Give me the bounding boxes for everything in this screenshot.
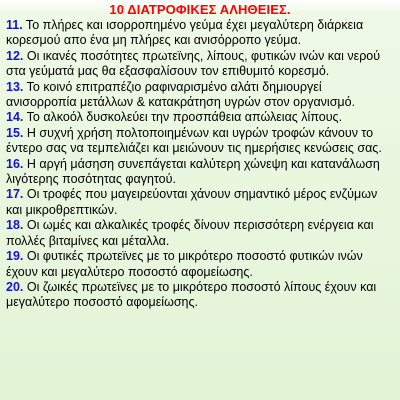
- item-number: 13.: [6, 79, 24, 94]
- item-number: 16.: [6, 156, 24, 171]
- list-item-15: [6, 126, 394, 157]
- item-number: 15.: [6, 125, 24, 140]
- list-item-20: [6, 280, 394, 311]
- item-text: Το αλκοόλ δυσκολεύει την προσπάθεια απώλειας λίπους.: [23, 110, 343, 125]
- list-item-19: [6, 249, 394, 280]
- item-number: 18.: [6, 218, 24, 233]
- list-item-11: [6, 18, 394, 49]
- item-number: 20.: [6, 279, 24, 294]
- list-item-18: [6, 218, 394, 249]
- item-number: 11.: [6, 18, 23, 32]
- list-item-14: [6, 110, 394, 125]
- truths-list: [6, 18, 394, 311]
- item-text: Οι ωμές και αλκαλικές τροφές δίνουν περισσότερη ενέργεια και πολλές βιταμίνες και μέταλλα.: [6, 218, 374, 248]
- item-number: 17.: [6, 187, 24, 202]
- item-text: Οι ικανές ποσότητες πρωτεϊνης, λίπους, φυτικών ινών και νερού στα γεύματά μας θα εξασφαλίσουν τον επιθυμιτό κορεσμό.: [6, 48, 381, 79]
- item-text: Οι φυτικές πρωτεϊνες με το μικρότερο ποσοστό φυτικών ινών έχουν και μεγαλύτερο ποσοστό αφομείωσης.: [6, 249, 363, 279]
- item-text: Το πλήρες και ισορροπημένο γεύμα έχει μεγαλύτερη διάρκεια κορεσμού απο ένα μη πλήρες και ανισόρροπο γεύμα.: [6, 18, 364, 48]
- item-text: Η αργή μάσηση συνεπάγεται καλύτερη χώνεψη και κατανάλωση λιγότερης ποσότητας φαγητού.: [6, 156, 380, 187]
- item-number: 19.: [6, 249, 24, 264]
- page-title: 10 ΔΙΑΤΡΟΦΙΚΕΣ ΑΛΗΘΕΙΕΣ.: [109, 2, 291, 17]
- list-item-13: [6, 80, 394, 111]
- list-item-16: [6, 157, 394, 188]
- list-item-17: [6, 187, 394, 218]
- item-text: Οι ζωικές πρωτεϊνες με το μικρότερο ποσοστό λίπους έχουν και μεγαλύτερο ποσοστό αφομείωσης.: [6, 279, 377, 310]
- item-text: Το κοινό επιτραπέζιο ραφιναρισμένο αλάτι δημιουργεί ανισορροπία μετάλλων & κατακράτηση υγρών στον οργανισμό.: [6, 79, 356, 110]
- list-item-12: [6, 49, 394, 80]
- item-number: 12.: [6, 48, 24, 63]
- item-text: Οι τροφές που μαγειρεύονται χάνουν σημαντικό μέρος ενζύμων και μικροθρεπτικών.: [6, 187, 378, 217]
- item-text: Η συχνή χρήση πολτοποιημένων και υγρών τροφών κάνουν το έντερο σας να τεμπελιάζει και μειώνουν τις ημερήσιες κενώσεις σας.: [6, 125, 382, 156]
- item-number: 14.: [6, 110, 24, 125]
